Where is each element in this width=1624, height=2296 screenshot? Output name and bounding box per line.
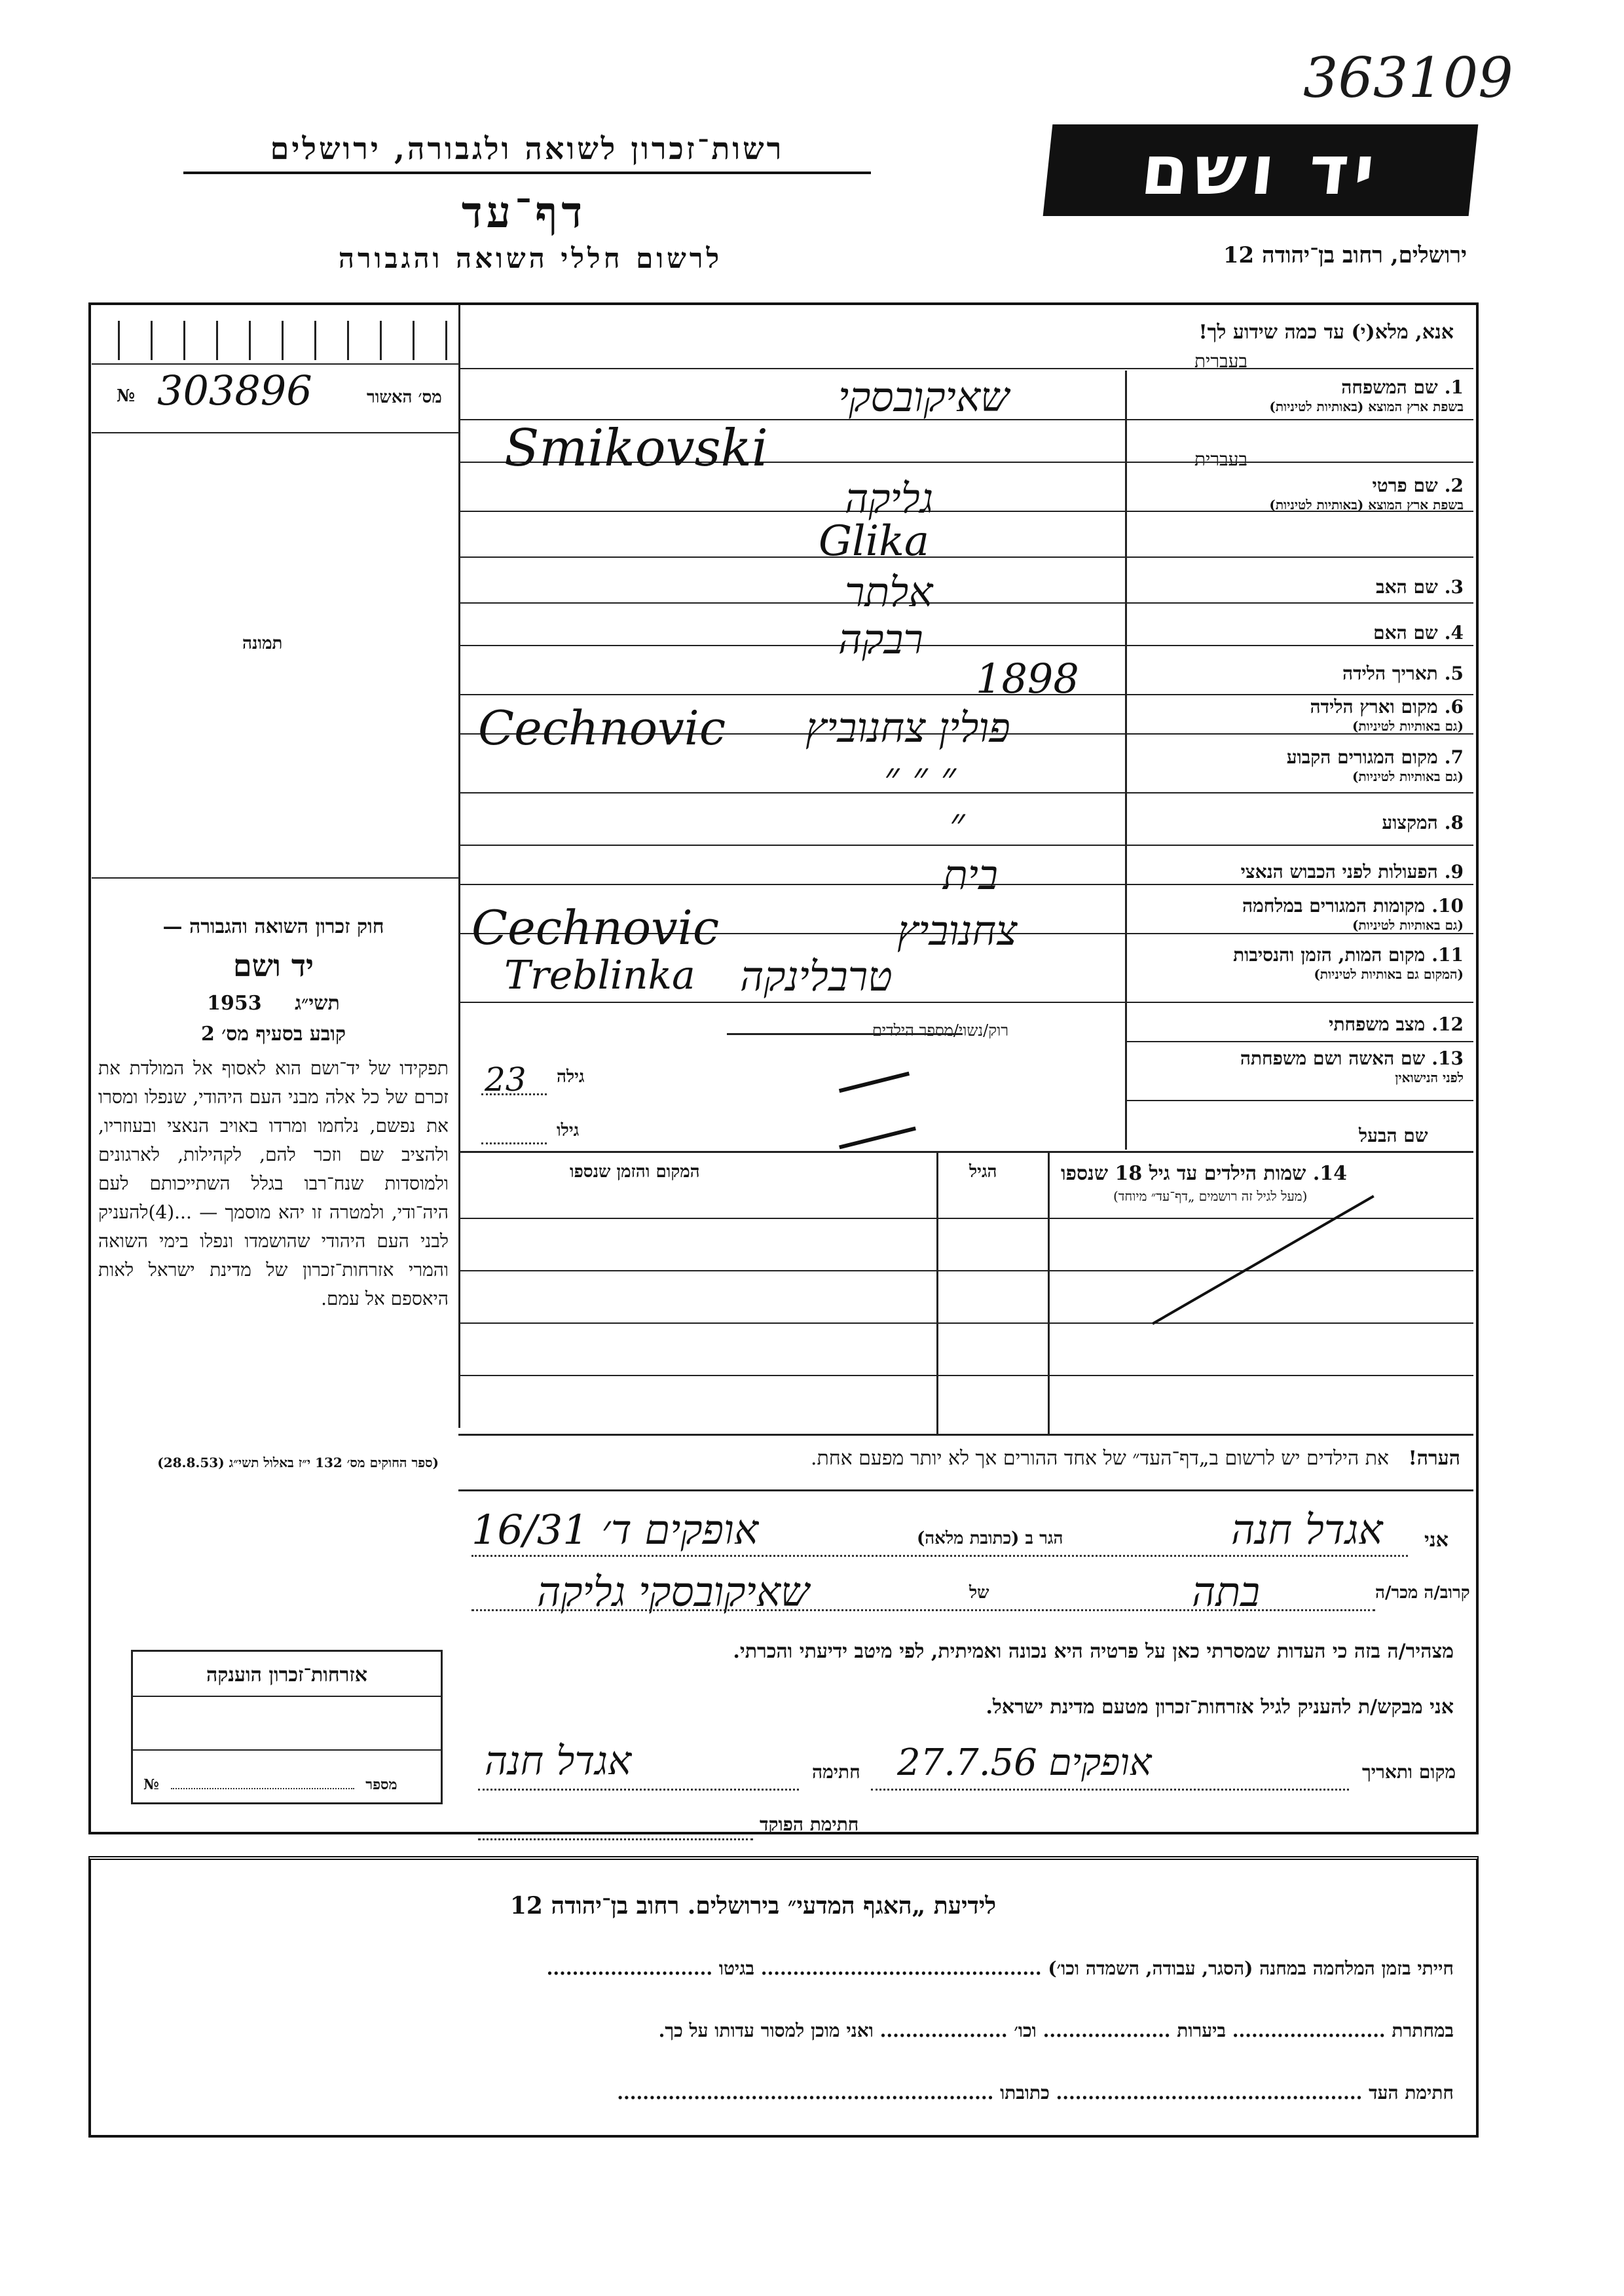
field-label-6 — [1130, 696, 1464, 718]
children-age-col: הגיל — [969, 1162, 997, 1182]
field-sub-11: (המקום גם באותיות לטיניות) — [1314, 966, 1464, 982]
certificate-no-dots — [171, 1788, 354, 1789]
form-rule-14 — [1125, 1041, 1473, 1042]
logo-text: יד ושם — [1137, 130, 1384, 210]
field-row-10 — [1130, 895, 1464, 934]
place-date-label: מקום ותאריך — [1362, 1761, 1456, 1783]
age-dots-2 — [481, 1142, 547, 1144]
field-row-2 — [1130, 448, 1464, 513]
official-signature-dots — [478, 1838, 753, 1840]
signature-dots — [478, 1789, 799, 1791]
certificate-no-row — [143, 1776, 397, 1793]
form-rule-5 — [458, 602, 1473, 604]
form-rule-13 — [458, 1002, 1473, 1003]
field-label-12 — [1130, 1013, 1464, 1036]
note-top-line — [458, 1434, 1473, 1436]
birthplace-latin: Cechnovic — [478, 701, 726, 756]
law-year — [95, 992, 452, 1015]
place-date-dots — [871, 1789, 1349, 1791]
birthplace-hebrew: פולין צחנוביץ — [805, 704, 1010, 752]
death-place-hebrew: טרבלינקה — [740, 953, 893, 1000]
given-name-latin: Glika — [819, 517, 929, 566]
field-label-text: מקומות המגורים במלחמה — [1242, 895, 1426, 917]
field-number: 1. — [1444, 376, 1464, 398]
decl-relation-label: קרוב/ה מכר/ה — [1375, 1583, 1470, 1603]
footer-notice: לידיעת „האגף המדעי״ בירושלים. רחוב בן־יהודה 12 — [509, 1892, 997, 1920]
decl-statement: מצהיר/ה בזה כי העדות שמסרתי כאן על פרטיה היא נכונה ואמיתית, לפי מיטב ידיעתי והכרתי. — [733, 1640, 1454, 1663]
residence: ״ ״ ״ — [884, 753, 957, 801]
birth-year: 1898 — [976, 655, 1079, 702]
marital-options: רוק/נשוי/מספר הילדים — [872, 1021, 1008, 1040]
hebrew-label: בעברית — [1194, 350, 1247, 372]
instruction-line — [458, 368, 1473, 369]
field-label-13 — [1130, 1048, 1464, 1070]
law-year-he: תשי״ג — [295, 992, 340, 1015]
approval-box-divider — [458, 305, 460, 449]
approval-ticks — [118, 321, 452, 360]
field-row-6 — [1130, 696, 1464, 735]
form-rule-9 — [458, 792, 1473, 793]
header-address: ירושלים, רחוב בן־יהודה 12 — [1223, 242, 1467, 268]
yad-vashem-logo — [1043, 124, 1479, 216]
certificate-inner-line — [133, 1749, 441, 1751]
given-name-hebrew: גליקה — [845, 475, 934, 522]
children-header-line — [458, 1218, 1473, 1219]
hebrew-label: בעברית — [1194, 448, 1247, 470]
field-label-2 — [1130, 475, 1464, 497]
form-rule-6 — [458, 645, 1473, 646]
decl-resides-label: הגר ב (כתובת מלאה) — [917, 1529, 1063, 1548]
field-number: 4. — [1444, 622, 1464, 644]
law-body: תפקידו של יד־ושם הוא לאסוף אל המולדת את זכרם של כל אלה מבני העם היהודי, שנפלו ומסרו את נפשם, נלחמו ומרדו באויב הנאצי ובעוזריו, ולהציב שם וזכר להם, לקהילות, לארגונים ולמוסדות שנח־רבו בגלל השתייכותם לעם היה־ודי, ולמטרה זו יהא מוסמך — ...(4)להעניק לבני העם היהודי שהושמדו ונפלו בימי השואה והמרי אזרחות־זכרון של מדינת ישראל לאות היאספם אל עמם. — [98, 1057, 449, 1309]
field-sub-2: בשפת ארץ המוצא (באותיות לטיניות) — [1269, 497, 1464, 513]
archive-stamp-number: 363109 — [1303, 46, 1513, 110]
field-label-text: מצב משפחתי — [1329, 1013, 1426, 1035]
photo-label: תמונה — [242, 634, 283, 653]
field-label-text: מקום המות, הזמן והנסיבות — [1233, 944, 1426, 966]
witness-name: אגדל חנה — [1231, 1506, 1383, 1554]
field-label-text: הפעולות לפני הכבוש הנאצי — [1240, 861, 1438, 883]
age-label-wife: גילה — [557, 1067, 585, 1087]
field-label-4 — [1130, 622, 1464, 644]
field-number: 3. — [1444, 576, 1464, 598]
field-row-1 — [1130, 350, 1464, 415]
relative-name: שאיקובסקי גליקה — [537, 1568, 809, 1616]
official-signature-label: חתימת הפוקד — [760, 1813, 859, 1835]
note-text: את הילדים יש לרשום ב„דף־העד״ של אחד ההורים אך לא יותר מפעם אחת. — [811, 1447, 1390, 1470]
photo-bottom-line — [92, 877, 458, 879]
field-row-11 — [1130, 944, 1464, 983]
relation-value: בתה — [1192, 1568, 1261, 1616]
children-sub: (מעל לגיל זה רושמים „דף־עד״ מיוחד) — [1113, 1188, 1308, 1204]
children-top-line — [458, 1151, 1473, 1153]
field-label-text: שם פרטי — [1372, 475, 1438, 496]
law-name: יד ושם — [232, 948, 314, 983]
field-number: 9. — [1444, 861, 1464, 883]
field-label-5 — [1130, 663, 1464, 685]
field-number: 11. — [1431, 944, 1464, 966]
wartime-place-latin: Cechnovic — [471, 900, 720, 955]
field-number: 12. — [1431, 1013, 1464, 1035]
decl-i-label: אני — [1424, 1529, 1449, 1552]
approval-bottom-line — [92, 432, 458, 433]
footer-line-3: חתימת העד ................................................ כתובתו ........................................................... — [617, 2082, 1454, 2104]
field-number: 2. — [1444, 475, 1464, 496]
children-divider-2 — [936, 1151, 938, 1436]
law-year-num: 1953 — [207, 992, 262, 1015]
field-label-text: תאריך הלידה — [1342, 663, 1438, 684]
field-row-7 — [1130, 746, 1464, 785]
field-label-3 — [1130, 576, 1464, 598]
signature-label: חתימה — [812, 1761, 860, 1783]
surname-hebrew: שאיקובסקי — [838, 373, 1009, 421]
field-label-text: מקום וארץ הלידה — [1310, 696, 1438, 718]
children-row-2 — [458, 1322, 1473, 1324]
surname-latin: Smikovski — [504, 419, 768, 478]
field-number: 6. — [1444, 696, 1464, 718]
footer-line-2: במחתרת ........................ ביערות .................... וכו׳ .................... ואני מוכן למסור עדותו על כך. — [658, 2020, 1454, 2041]
approval-number: 303896 — [157, 367, 312, 414]
decl-dots-2 — [471, 1609, 1375, 1611]
approval-no-label: מס׳ האשור — [367, 388, 442, 407]
children-row-3 — [458, 1375, 1473, 1376]
place-date-value: אופקים 27.7.56 — [897, 1741, 1152, 1784]
witness-address: אופקים ד׳ 16/31 — [471, 1506, 759, 1554]
field-label-7 — [1130, 746, 1464, 769]
form-rule-4 — [458, 556, 1473, 558]
witness-signature: אגדל חנה — [485, 1738, 632, 1784]
decl-request: אני מבקש/ת להעניק לגיל אזרחות־זכרון מטעם מדינת ישראל. — [986, 1696, 1454, 1719]
institution-name: רשות־זכרון לשואה ולגבורה, ירושלים — [270, 131, 784, 166]
field-row-4 — [1130, 622, 1464, 644]
field-sub-6: (גם באותיות לטיניות) — [1352, 718, 1464, 734]
field-label-9 — [1130, 861, 1464, 883]
certificate-no-label: מספר — [365, 1776, 397, 1793]
approval-no-symbol: № — [117, 386, 136, 406]
wartime-place-hebrew: צחנוביץ — [897, 907, 1018, 955]
form-subtitle: לרשום חללי השואה והגבורה — [338, 242, 723, 274]
field-label-10 — [1130, 895, 1464, 917]
field-label-8 — [1130, 812, 1464, 834]
field-label-11 — [1130, 944, 1464, 966]
note-bottom-line — [458, 1489, 1473, 1491]
left-column-divider — [458, 305, 460, 1428]
field-number: 7. — [1444, 746, 1464, 768]
field-row-13 — [1130, 1048, 1464, 1086]
field-label-text: שם האב — [1376, 576, 1438, 598]
father-name: אלתר — [845, 568, 933, 616]
footer-line-1: חייתי בזמן המלחמה במחנה (הסגר, עבודה, השמדה וכו׳) ............................................ בגיטו .......................... — [546, 1958, 1454, 1979]
form-rule-10 — [458, 845, 1473, 846]
death-place-latin: Treblinka — [504, 953, 695, 998]
certificate-box — [131, 1650, 443, 1804]
field-label-text: המקצוע — [1382, 812, 1438, 833]
decl-of-label: של — [969, 1583, 989, 1603]
certificate-title: אזרחות־זכרון הוענקה — [133, 1652, 441, 1697]
husband-name-label: שם הבעל — [1359, 1125, 1428, 1146]
field-sub-1: בשפת ארץ המוצא (באותיות לטיניות) — [1269, 399, 1464, 414]
law-reference: (ספר החוקים מס׳ 132 י״ז באלול תשי״ג (28.8.53) — [157, 1455, 439, 1470]
field-sub-10: (גם באותיות לטיניות) — [1352, 917, 1464, 933]
field-label-text: מקום המגורים הקבוע — [1286, 746, 1438, 768]
form-rule-3 — [458, 511, 1473, 512]
field-sub-7: (גם באותיות לטיניות) — [1352, 769, 1464, 784]
mother-name: רבקה — [838, 615, 923, 663]
field-label-text: שם האשה ושם משפחתה — [1240, 1048, 1426, 1069]
form-rule-7 — [458, 694, 1473, 695]
instruction: אנא, מלא(י) עד כמה שידוע לך! — [1198, 321, 1454, 344]
children-divider-1 — [1048, 1151, 1050, 1436]
field-sub-13: לפני הנישואין — [1395, 1070, 1464, 1085]
law-title: חוק זכרון השואה והגבורה — — [162, 915, 384, 938]
children-row-1 — [458, 1270, 1473, 1271]
profession: ״ — [950, 799, 965, 847]
age-value: 23 — [485, 1061, 526, 1099]
certificate-no-symbol: № — [143, 1776, 159, 1793]
field-row-9 — [1130, 861, 1464, 883]
field-label-text: שם האם — [1373, 622, 1438, 644]
form-title: דף־עד — [461, 187, 587, 238]
form-rule-15 — [1125, 1100, 1473, 1101]
field-number: 10. — [1431, 895, 1464, 917]
field-number: 5. — [1444, 663, 1464, 684]
age-label-husband: גילו — [557, 1121, 580, 1140]
age-dots-1 — [481, 1093, 547, 1095]
label-column-divider — [1125, 371, 1127, 1150]
law-clause: קובע בסעיף מס׳ 2 — [200, 1023, 346, 1046]
note — [471, 1447, 1460, 1470]
field-row-8 — [1130, 812, 1464, 834]
children-place-col: המקום והזמן שנספו — [570, 1162, 700, 1182]
field-row-5 — [1130, 663, 1464, 685]
prewar-activity: בית — [943, 851, 998, 899]
marital-strikeout — [727, 1033, 963, 1035]
field-label-text: שם המשפחה — [1341, 376, 1438, 398]
note-label: הערה! — [1408, 1447, 1460, 1470]
approval-ticks-line — [92, 363, 458, 365]
decl-dots-1 — [471, 1555, 1408, 1557]
field-row-3 — [1130, 576, 1464, 598]
field-number: 8. — [1444, 812, 1464, 833]
field-row-12 — [1130, 1013, 1464, 1036]
field-label-1 — [1130, 376, 1464, 399]
children-label: 14. שמות הילדים עד גיל 18 שנספו — [1061, 1162, 1348, 1185]
institution-underline — [183, 172, 871, 174]
field-number: 13. — [1431, 1048, 1464, 1069]
